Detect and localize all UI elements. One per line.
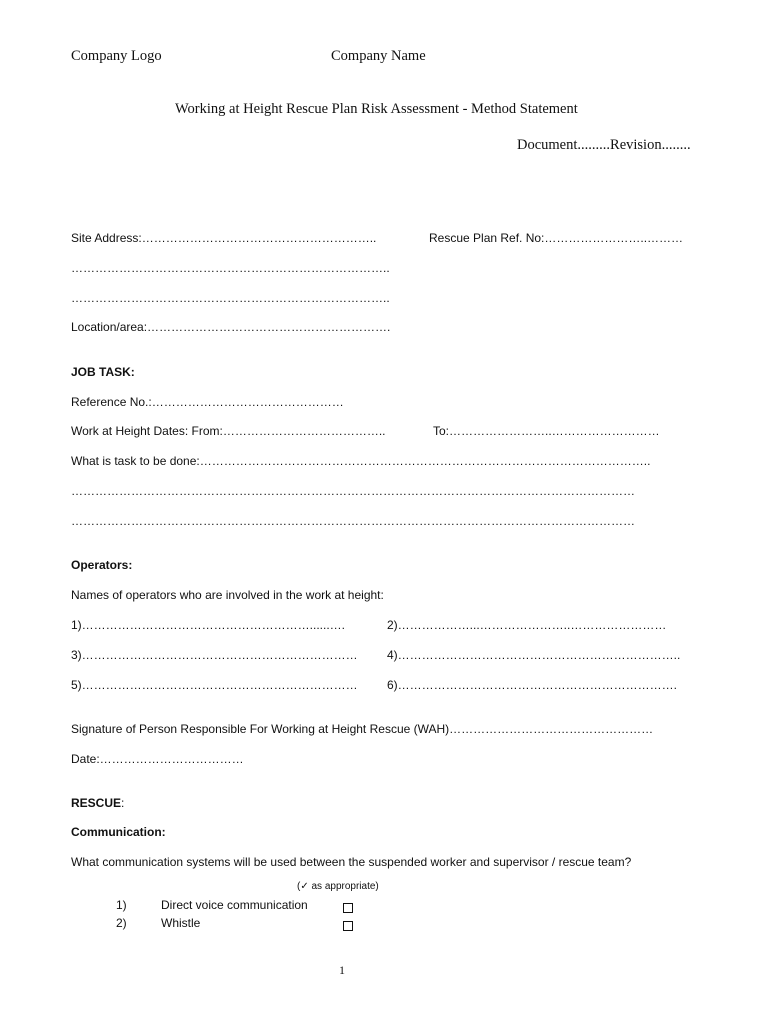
document-revision: Document.........Revision........ xyxy=(517,137,691,153)
signature-date-field[interactable]: Date:……………………………… xyxy=(71,752,244,766)
rescue-heading-colon: : xyxy=(121,796,125,810)
operator-4-field[interactable]: 4)…………………………………………………………….. xyxy=(387,648,681,662)
check-note: (✓ as appropriate) xyxy=(297,881,379,892)
site-address-line-2[interactable]: …………………………………………………………………….. xyxy=(71,261,390,275)
job-task-heading: JOB TASK: xyxy=(71,365,135,379)
option-2-label: Whistle xyxy=(161,916,201,930)
company-name: Company Name xyxy=(331,48,426,64)
document-title: Working at Height Rescue Plan Risk Assessment - Method Statement xyxy=(175,101,578,117)
option-2-number: 2) xyxy=(116,916,127,930)
reference-no-field[interactable]: Reference No.:………………………………………… xyxy=(71,395,344,409)
checkbox-icon xyxy=(343,921,353,931)
option-1-checkbox[interactable] xyxy=(343,900,353,918)
operator-2-field[interactable]: 2)………………...…………………..…………………… xyxy=(387,618,667,632)
rescue-heading-text: RESCUE xyxy=(71,796,122,810)
task-description-line-2[interactable]: …………………………………………………………………………………………………………………………… xyxy=(71,484,635,498)
rescue-heading xyxy=(71,796,124,810)
operator-5-field[interactable]: 5)…………………………………………………………… xyxy=(71,678,358,692)
task-description-line-3[interactable]: …………………………………………………………………………………………………………………………… xyxy=(71,514,635,528)
work-dates-to-field[interactable]: To:……………………..……………………… xyxy=(433,424,660,438)
operator-1-field[interactable]: 1)…………………………………………………......…. xyxy=(71,618,346,632)
location-area-field[interactable]: Location/area:……………………………………………………. xyxy=(71,320,391,334)
communication-question: What communication systems will be used between the suspended worker and supervisor / rescue team? xyxy=(71,855,632,869)
site-address-field[interactable]: Site Address:………………………………………………….. xyxy=(71,231,377,245)
option-1-label: Direct voice communication xyxy=(161,898,308,912)
operator-6-field[interactable]: 6)……………………………………………………………. xyxy=(387,678,678,692)
communication-heading: Communication: xyxy=(71,825,166,839)
rescue-plan-ref-field[interactable]: Rescue Plan Ref. No:……………………..……… xyxy=(429,231,684,245)
operators-heading: Operators: xyxy=(71,558,133,572)
task-description-field[interactable]: What is task to be done:………………………………………………………………………………………………….. xyxy=(71,454,651,468)
page-number: 1 xyxy=(339,963,345,977)
signature-field[interactable]: Signature of Person Responsible For Working at Height Rescue (WAH)…………………………………………… xyxy=(71,722,654,736)
company-logo-placeholder: Company Logo xyxy=(71,48,162,64)
checkbox-icon xyxy=(343,903,353,913)
work-dates-from-field[interactable]: Work at Height Dates: From:………………………………….. xyxy=(71,424,386,438)
site-address-line-3[interactable]: …………………………………………………………………….. xyxy=(71,291,390,305)
option-1-number: 1) xyxy=(116,898,127,912)
operators-intro: Names of operators who are involved in the work at height: xyxy=(71,588,384,602)
option-2-checkbox[interactable] xyxy=(343,918,353,936)
operator-3-field[interactable]: 3)…………………………………………………………… xyxy=(71,648,358,662)
